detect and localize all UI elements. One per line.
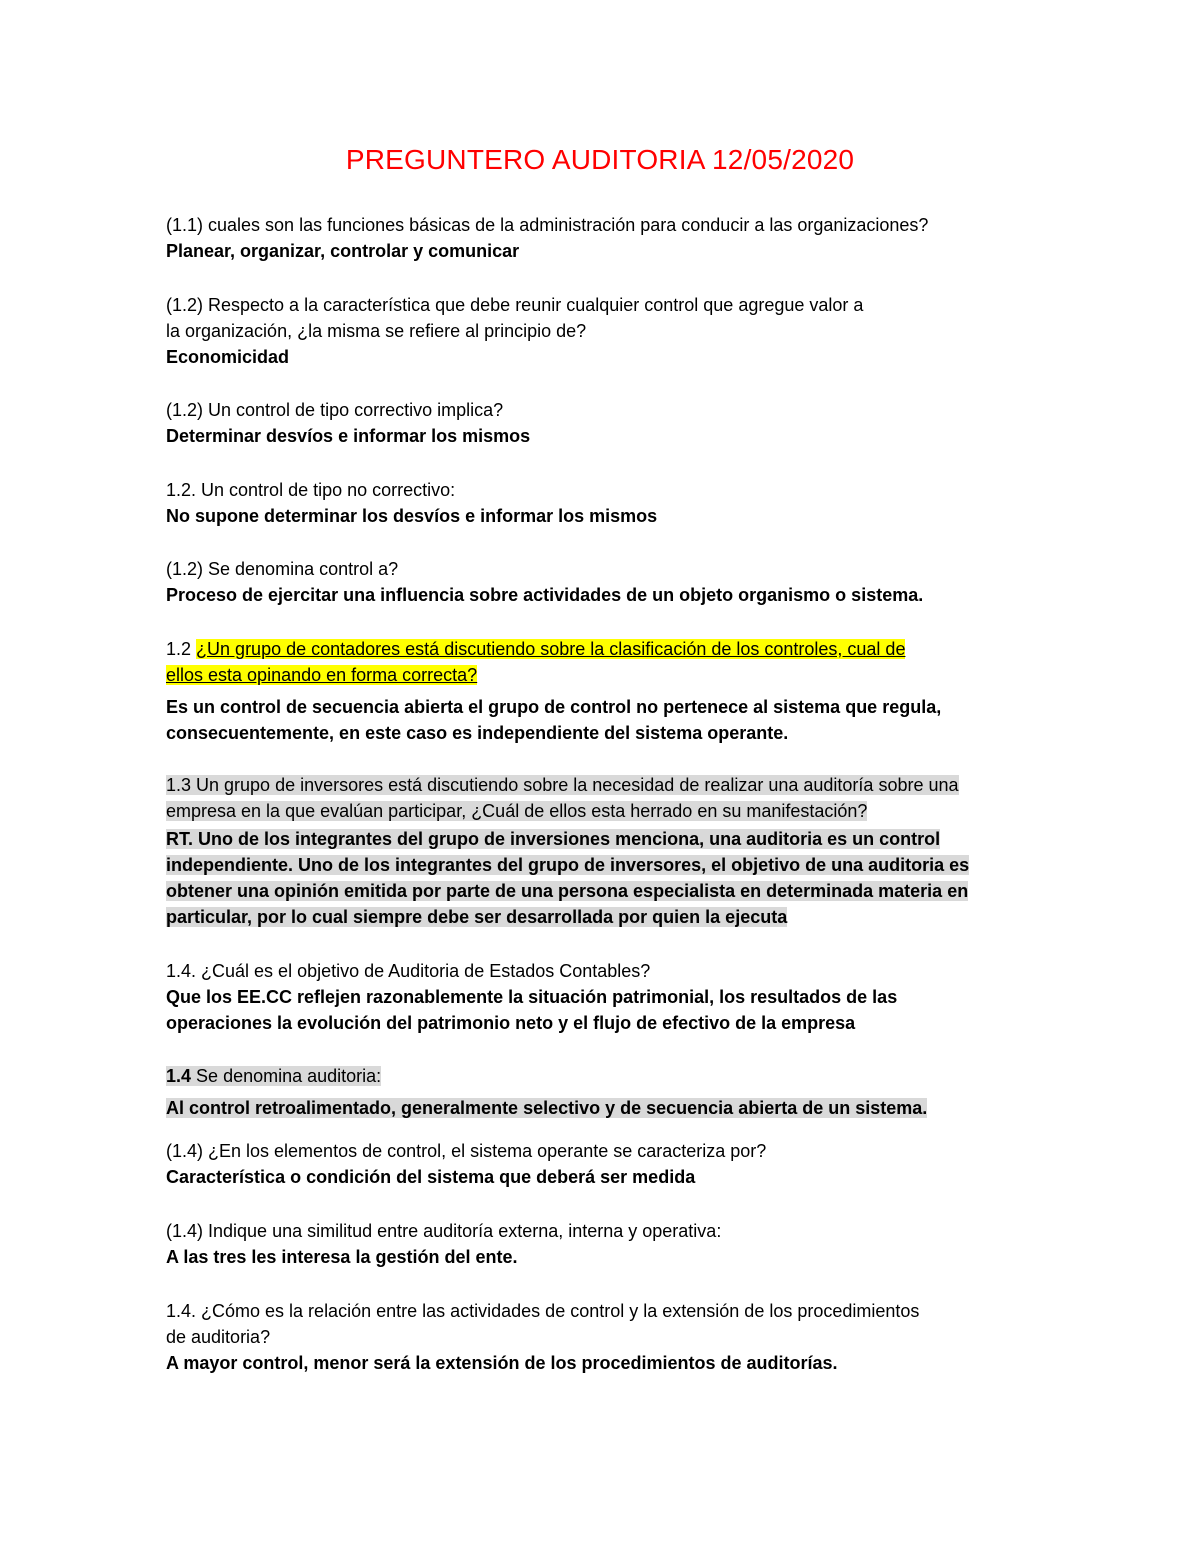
question-6-line-2 xyxy=(166,662,477,688)
page-title: PREGUNTERO AUDITORIA 12/05/2020 xyxy=(345,144,855,175)
highlighted-question-7-line-1: 1.3 Un grupo de inversores está discutiendo sobre la necesidad de realizar una auditoría sobre una xyxy=(166,775,959,795)
question-1: (1.1) cuales son las funciones básicas de la administración para conducir a las organizaciones? xyxy=(166,215,929,235)
question-12-line-1: 1.4. ¿Cómo es la relación entre las actividades de control y la extensión de los procedimientos xyxy=(166,1301,920,1321)
answer-1: Planear, organizar, controlar y comunicar xyxy=(166,241,520,261)
answer-7-line-3 xyxy=(166,878,968,904)
answer-10: Característica o condición del sistema que deberá ser medida xyxy=(166,1167,696,1187)
answer-12: A mayor control, menor será la extensión de los procedimientos de auditorías. xyxy=(166,1353,838,1373)
highlighted-answer-7-line-2: independiente. Uno de los integrantes del grupo de inversores, el objetivo de una auditoria es xyxy=(166,855,970,875)
question-7-line-2 xyxy=(166,798,867,824)
answer-7-line-2 xyxy=(166,852,969,878)
answer-11: A las tres les interesa la gestión del ente. xyxy=(166,1247,518,1267)
highlighted-question-7-line-2: empresa en la que evalúan participar, ¿Cuál de ellos esta herrado en su manifestación? xyxy=(166,801,868,821)
question-11: (1.4) Indique una similitud entre auditoría externa, interna y operativa: xyxy=(166,1221,722,1241)
question-7-line-1 xyxy=(166,772,959,798)
question-10: (1.4) ¿En los elementos de control, el sistema operante se caracteriza por? xyxy=(166,1141,767,1161)
question-5: (1.2) Se denomina control a? xyxy=(166,559,399,579)
answer-3: Determinar desvíos e informar los mismos xyxy=(166,426,531,446)
highlighted-answer-7-line-1: RT. Uno de los integrantes del grupo de inversiones menciona, una auditoria es un control xyxy=(166,829,941,849)
answer-6-line-1: Es un control de secuencia abierta el grupo de control no pertenece al sistema que regula, xyxy=(166,697,942,717)
answer-7-line-1 xyxy=(166,826,940,852)
question-9-number: 1.4 xyxy=(166,1066,192,1086)
question-2-line-2: la organización, ¿la misma se refiere al principio de? xyxy=(166,321,587,341)
answer-2: Economicidad xyxy=(166,347,290,367)
question-9-text: Se denomina auditoria: xyxy=(196,1066,382,1086)
answer-6-line-2: consecuentemente, en este caso es independiente del sistema operante. xyxy=(166,723,789,743)
question-4: 1.2. Un control de tipo no correctivo: xyxy=(166,480,456,500)
highlighted-question-9 xyxy=(166,1066,381,1086)
answer-8-line-2: operaciones la evolución del patrimonio neto y el flujo de efectivo de la empresa xyxy=(166,1013,856,1033)
highlighted-question-6-line-2: ellos esta opinando en forma correcta? xyxy=(166,665,478,685)
highlighted-answer-9: Al control retroalimentado, generalmente selectivo y de secuencia abierta de un sistema. xyxy=(166,1098,928,1118)
question-6-line-1 xyxy=(166,636,905,662)
question-6-number: 1.2 xyxy=(166,639,192,659)
answer-8-line-1: Que los EE.CC reflejen razonablemente la situación patrimonial, los resultados de las xyxy=(166,987,898,1007)
question-12-line-2: de auditoria? xyxy=(166,1327,271,1347)
answer-4: No supone determinar los desvíos e informar los mismos xyxy=(166,506,658,526)
question-9 xyxy=(166,1063,381,1089)
answer-5: Proceso de ejercitar una influencia sobre actividades de un objeto organismo o sistema. xyxy=(166,585,924,605)
question-2-line-1: (1.2) Respecto a la característica que debe reunir cualquier control que agregue valor a xyxy=(166,295,864,315)
question-8: 1.4. ¿Cuál es el objetivo de Auditoria de Estados Contables? xyxy=(166,961,651,981)
answer-9 xyxy=(166,1095,927,1121)
answer-7-line-4 xyxy=(166,904,787,930)
highlighted-question-6-line-1: ¿Un grupo de contadores está discutiendo sobre la clasificación de los controles, cual de xyxy=(196,639,906,659)
question-3: (1.2) Un control de tipo correctivo implica? xyxy=(166,400,504,420)
highlighted-answer-7-line-4: particular, por lo cual siempre debe ser desarrollada por quien la ejecuta xyxy=(166,907,788,927)
highlighted-answer-7-line-3: obtener una opinión emitida por parte de una persona especialista en determinada materia en xyxy=(166,881,969,901)
